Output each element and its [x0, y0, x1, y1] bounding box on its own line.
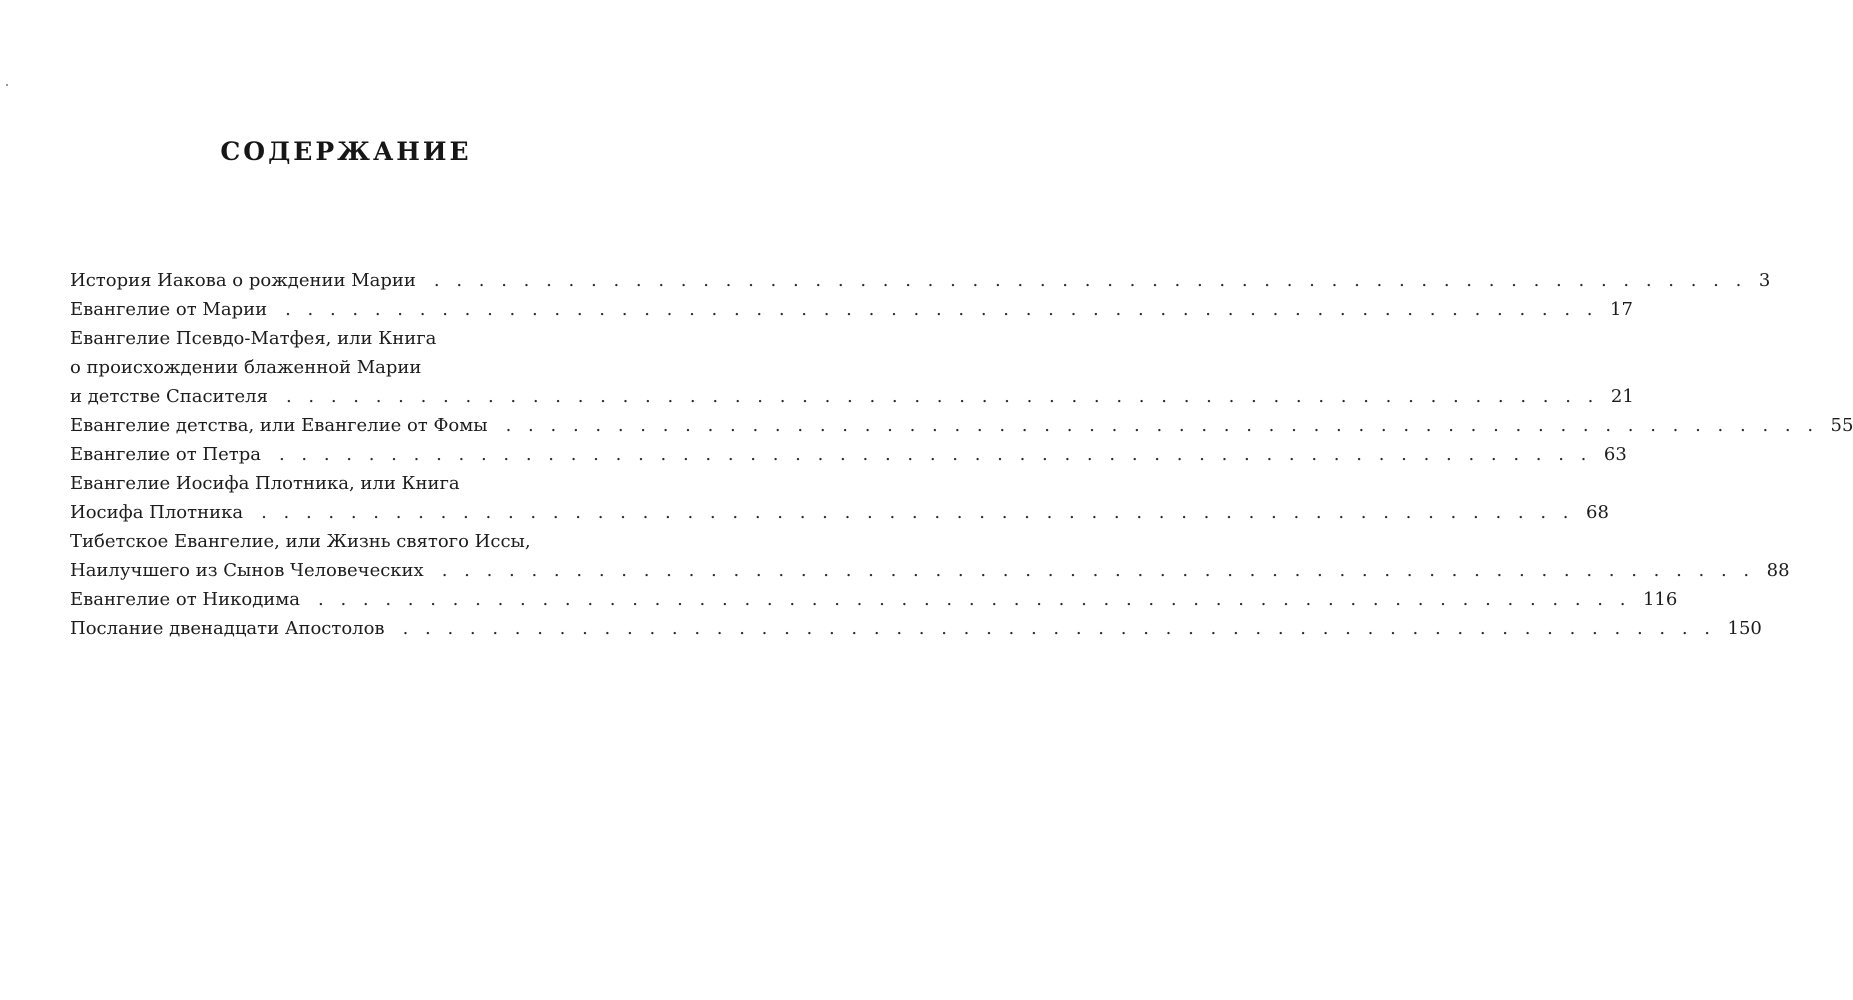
toc-entry-line — [70, 585, 1678, 614]
toc-page-number: 68 — [1586, 502, 1609, 523]
toc-entry-title: Евангелие от Марии — [70, 299, 268, 320]
toc-page-number: 55 — [1830, 415, 1853, 436]
toc-entry-line — [70, 324, 666, 353]
dot-leader: . . . . . . . . . . . . . . . . . . . . . . . . . . . . . . . . . . . . . . . . . . . . . . . . . . . . . . . . . . . — [261, 502, 1574, 523]
page-title: СОДЕРЖАНИЕ — [220, 136, 472, 166]
toc-page-number: 17 — [1610, 299, 1633, 320]
toc-entry-title: Наилучшего из Сынов Человеческих — [70, 560, 424, 581]
toc-entry-title: Евангелие от Никодима — [70, 589, 301, 610]
toc-entry-title: о происхождении блаженной Марии — [70, 357, 422, 378]
toc-page-number: 3 — [1758, 270, 1771, 291]
toc-entry — [70, 585, 1678, 614]
toc-entry-title: История Иакова о рождении Марии — [70, 270, 416, 291]
toc-entry — [70, 440, 1627, 469]
toc-entry-line — [70, 295, 1633, 324]
toc-entry — [70, 266, 1771, 295]
dot-leader: . . . . . . . . . . . . . . . . . . . . . . . . . . . . . . . . . . . . . . . . . . . . . . . . . . . . . . . . . . . — [318, 589, 1631, 610]
dot-leader: . . . . . . . . . . . . . . . . . . . . . . . . . . . . . . . . . . . . . . . . . . . . . . . . . . . . . . . . . . . — [278, 444, 1592, 465]
toc-entry-line — [70, 411, 1853, 440]
toc-entry — [70, 295, 1633, 324]
toc-entry — [70, 527, 1790, 585]
table-of-contents — [70, 266, 1853, 643]
toc-page-number: 21 — [1610, 386, 1634, 407]
toc-entry — [70, 614, 1762, 643]
dot-leader: . . . . . . . . . . . . . . . . . . . . . . . . . . . . . . . . . . . . . . . . . . . . . . . . . . . . . . . . . . . — [441, 560, 1755, 581]
toc-entry-line — [70, 614, 1762, 643]
toc-entry — [70, 411, 1853, 440]
toc-entry-title: Тибетское Евангелие, или Жизнь святого Иссы, — [70, 531, 531, 552]
toc-entry-line — [70, 382, 1634, 411]
toc-entry-line — [70, 527, 666, 556]
toc-entry-line — [70, 498, 1609, 527]
scan-speck — [6, 84, 8, 86]
toc-entry-line — [70, 556, 1790, 585]
toc-entry-title: Евангелие Псевдо-Матфея, или Книга — [70, 328, 437, 349]
toc-entry-title: Иосифа Плотника — [70, 502, 244, 523]
toc-page-number: 88 — [1766, 560, 1790, 581]
toc-entry-title: Послание двенадцати Апостолов — [70, 618, 385, 639]
toc-entry-line — [70, 266, 1771, 295]
toc-entry — [70, 324, 1634, 411]
toc-entry-line — [70, 353, 666, 382]
toc-entry-title: Евангелие Иосифа Плотника, или Книга — [70, 473, 460, 494]
dot-leader: . . . . . . . . . . . . . . . . . . . . . . . . . . . . . . . . . . . . . . . . . . . . . . . . . . . . . . . . . . . — [285, 386, 1599, 407]
dot-leader: . . . . . . . . . . . . . . . . . . . . . . . . . . . . . . . . . . . . . . . . . . . . . . . . . . . . . . . . . . . — [402, 618, 1716, 639]
dot-leader: . . . . . . . . . . . . . . . . . . . . . . . . . . . . . . . . . . . . . . . . . . . . . . . . . . . . . . . . . . . — [505, 415, 1819, 436]
toc-entry-title: Евангелие детства, или Евангелие от Фомы — [70, 415, 488, 436]
toc-page-number: 150 — [1727, 618, 1762, 639]
toc-entry — [70, 469, 1609, 527]
toc-entry-title: и детстве Спасителя — [70, 386, 268, 407]
toc-entry-title: Евангелие от Петра — [70, 444, 261, 465]
dot-leader: . . . . . . . . . . . . . . . . . . . . . . . . . . . . . . . . . . . . . . . . . . . . . . . . . . . . . . . . . . . — [285, 299, 1599, 320]
toc-page-number: 63 — [1603, 444, 1627, 465]
toc-entry-line — [70, 440, 1627, 469]
toc-page-number: 116 — [1642, 589, 1678, 610]
dot-leader: . . . . . . . . . . . . . . . . . . . . . . . . . . . . . . . . . . . . . . . . . . . . . . . . . . . . . . . . . . . — [433, 270, 1747, 291]
toc-entry-line — [70, 469, 666, 498]
